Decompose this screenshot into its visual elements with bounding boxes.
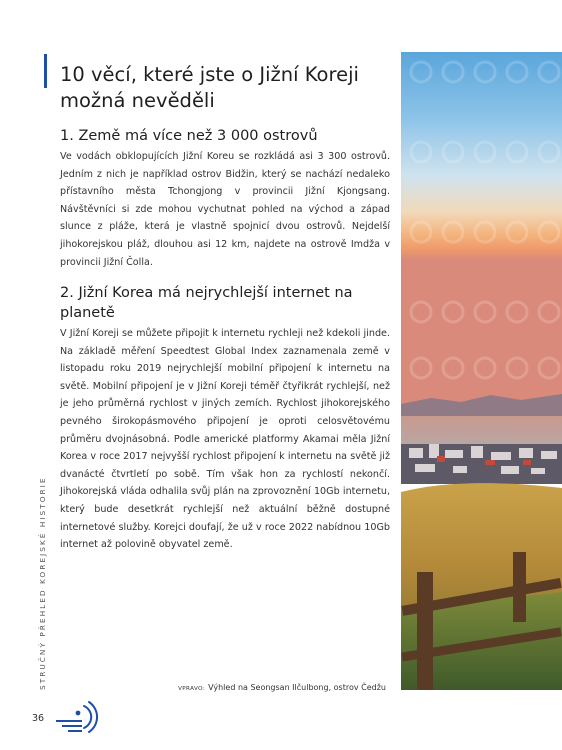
running-title: STRUČNÝ PŘEHLED KOREJSKÉ HISTORIE — [38, 476, 47, 690]
section-islands — [60, 126, 390, 271]
landscape-photo-illustration — [401, 52, 562, 690]
section-internet — [60, 283, 390, 554]
page-title: 10 věcí, které jste o Jižní Koreji možná nevěděli — [60, 63, 359, 112]
caption-text: Výhled na Seongsan Ilčulbong, ostrov Čedžu — [208, 683, 386, 692]
section-heading: 2. Jižní Korea má nejrychlejší internet na planetě — [60, 285, 353, 321]
caption-label: VPRAVO: — [178, 686, 206, 692]
landscape-photo — [401, 52, 562, 690]
page-number: 36 — [32, 713, 45, 724]
section-heading: 1. Země má více než 3 000 ostrovů — [60, 128, 318, 144]
section-body: Ve vodách obklopujících Jižní Koreu se rozkládá asi 3 300 ostrovů. Jedním z nich je například ostrov Bidžin, který se nachází nedaleko přístavního města Tchongjong v provincii Jižní Kjongsang. Návštěvníci si zde mohou vychutnat pohled na východ a západ slunce z pláže, která je vlastně spojnicí dvou ostrovů. Nejdelší jihokorejskou pláž, dlouhou asi 12 km, najdete na ostrově Imdža v provincii Jižní Čolla. — [60, 151, 390, 268]
photo-caption — [178, 683, 386, 692]
title-accent-bar — [44, 54, 47, 88]
publisher-logo-icon — [54, 700, 104, 738]
section-body: V Jižní Koreji se můžete připojit k internetu rychleji než kdekoli jinde. Na základě měření Speedtest Global Index zaznamenala země v listopadu roku 2019 nejrychlejší mobilní připojení k internetu na světě. Mobilní připojení je v Jižní Koreji téměř čtyřikrát rychlejší, než je jeho průměrná rychlost v jiných zemích. Rychlost jihokorejského pevného širokopásmového připojení je oproti celosvětovému průměru dvojnásobná. Podle americké platformy Akamai měla Jižní Korea v roce 2017 nejvyšší rychlost připojení k internetu na světě již dvanácté čtvrtletí po sobě. Tím však hon za rychlostí nekončí. Jihokorejská vláda odhalila svůj plán na zprovoznění 10Gb internetu, který bude desetkrát rychlejší než aktuální běžně dostupné internetové služby. Korejci doufají, že už v roce 2022 nabídnou 10Gb internet až polovině obyvatel země. — [60, 328, 390, 551]
